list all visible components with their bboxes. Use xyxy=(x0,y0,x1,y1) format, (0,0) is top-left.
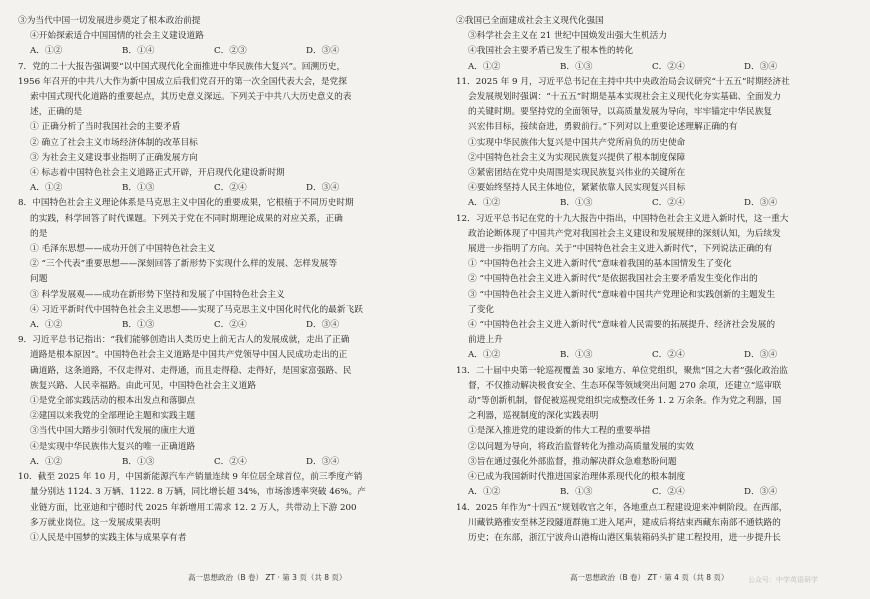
answer-option: D．③④ xyxy=(306,183,340,194)
question-text-line: ④已成为我国新时代推进国家治理体系现代化的根本制度 xyxy=(468,472,686,483)
question-text-line: 14．2025 年作为“十四五”规划收官之年，各地重点工程建设迎来冲刺阶段。在西部， xyxy=(456,502,788,513)
answer-option: B．①④ xyxy=(122,46,155,57)
question-text-line: ①是党全部实践活动的根本出发点和落脚点 xyxy=(30,396,196,407)
question-text-line: 索中国式现代化道路的重要起点，其历史意义深远。下列关于中共八大历史意义的表 xyxy=(30,92,352,103)
answer-option: B．①③ xyxy=(560,350,593,361)
left-page-footer: 高一思想政治（B 卷） ZT · 第 3 页（共 8 页） xyxy=(188,573,347,582)
question-text-line: ④开始探索适合中国国情的社会主义建设道路 xyxy=(30,31,204,42)
right-page-column xyxy=(456,14,858,546)
question-block xyxy=(456,14,858,60)
question-text-line: 确道路，这条道路，不仅走得对、走得通，而且走得稳、走得好，是国家富强路、民 xyxy=(30,365,352,376)
question-text-line: 11．2025 年 9 月，习近平总书记在主持中共中央政治局会议研究“十五五”时期经济社 xyxy=(456,76,790,87)
question-text-line: ④ “中国特色社会主义进入新时代”意味着人民需要的拓展提升、经济社会发展的 xyxy=(468,320,776,331)
question-text-line: ③为当代中国一切发展进步奠定了根本政治前提 xyxy=(18,16,201,26)
question-text-line: ③当代中国大踏步引领时代发展的康庄大道 xyxy=(30,426,196,437)
question-text-line: 9．习近平总书记指出：“我们能够创造出人类历史上前无古人的发展成就，走出了正确 xyxy=(18,335,350,346)
question-text-line: 10．截至 2025 年 10 月，中国新能源汽车产销量连续 9 年位居全球首位，前三季度产销 xyxy=(18,472,363,483)
question-text-line: ①人民是中国梦的实践主体与成果享有者 xyxy=(30,532,187,543)
question-text-line: ②我国已全面建成社会主义现代化强国 xyxy=(456,16,604,26)
answer-option: C．②④ xyxy=(652,487,685,498)
question-text-line: 的实践，科学回答了时代课题。下列关于党在不同时期理论成果的对应关系，正确 xyxy=(30,213,343,224)
question-text-line: ④要始终坚持人民主体地位，紧紧依靠人民实现复兴目标 xyxy=(468,183,686,194)
question-text-line: 历史；在东部，浙江宁波舟山港梅山港区集装箱码头扩建工程投用，进一步提升长 xyxy=(468,532,781,543)
question-text-line: 兴宏伟目标，接续奋进，勇毅前行。”下列对以上重要论述理解正确的有 xyxy=(468,122,738,133)
question-text-line: 政治论断体现了中国共产党对我国社会主义建设和发展规律的深刻认知，为后续发 xyxy=(468,228,781,239)
question-text-line: 的关键时期。要坚持党的全面领导，以高质量发展为导向，牢牢锚定中华民族复 xyxy=(468,107,773,118)
answer-option: C．②④ xyxy=(652,61,685,72)
question-text-line: ② 确立了社会主义市场经济体制的改革目标 xyxy=(30,137,198,148)
question-text-line: 12．习近平总书记在党的十九大报告中指出，中国特色社会主义进入新时代，这一重大 xyxy=(456,213,789,224)
question-text-line: 量分别达 1124. 3 万辆、1122. 8 万辆，同比增长超 34%，市场渗透率突破 46%。产 xyxy=(30,487,366,498)
answer-options xyxy=(18,181,420,196)
question-text-line: 督，不仅推动解决极食安全、生态环保等领域突出问题 270 余项，还建立“巡审联 xyxy=(468,380,782,391)
answer-option: B．①③ xyxy=(122,456,155,467)
question-text-line: 之利器，巡视制度的深化实践表明 xyxy=(468,411,599,422)
answer-option: D．③④ xyxy=(744,487,778,498)
question-text-line: ③ “中国特色社会主义进入新时代”意味着中国共产党理论和实践创新的主题发生 xyxy=(468,289,776,300)
answer-option: B．①③ xyxy=(560,487,593,498)
question-block xyxy=(18,333,420,455)
question-text-line: ②以问题为导向，将政治监督转化为推动高质量发展的实效 xyxy=(468,441,694,452)
question-block xyxy=(456,364,858,486)
question-block xyxy=(18,470,420,546)
question-text-line: ① 正确分析了当时我国社会的主要矛盾 xyxy=(30,122,181,133)
question-text-line: 7．党的二十大报告强调要“以中国式现代化全面推进中华民族伟大复兴”。回溯历史， xyxy=(18,61,346,72)
answer-options xyxy=(18,44,420,59)
page-gutter xyxy=(435,10,436,570)
question-text-line: 了变化 xyxy=(468,304,495,315)
answer-option: D．③④ xyxy=(306,46,340,57)
answer-option: C．②③ xyxy=(214,46,247,57)
answer-option: A．①② xyxy=(468,198,501,209)
left-page-column xyxy=(18,14,420,546)
question-block xyxy=(18,14,420,44)
question-text-line: 会发展规划时强调：“十五五”时期是基本实现社会主义现代化夯实基础、全面发力 xyxy=(468,92,781,103)
question-text-line: ④我国社会主要矛盾已发生了根本性的转化 xyxy=(468,46,634,57)
question-text-line: 的是 xyxy=(30,228,48,239)
answer-option: B．①③ xyxy=(122,320,155,331)
answer-option: C．②④ xyxy=(652,350,685,361)
answer-option: D．③④ xyxy=(744,350,778,361)
question-text-line: ③ 科学发展观——成功在新形势下坚持和发展了中国特色社会主义 xyxy=(30,289,285,300)
answer-option: D．③④ xyxy=(306,320,340,331)
question-text-line: ①实现中华民族伟大复兴是中国共产党所肩负的历史使命 xyxy=(468,137,686,148)
answer-option: B．①③ xyxy=(560,198,593,209)
answer-option: D．③④ xyxy=(306,456,340,467)
answer-options xyxy=(18,455,420,470)
question-text-line: ③ 为社会主义建设事业指明了正确发展方向 xyxy=(30,152,198,163)
answer-option: A．①② xyxy=(30,320,63,331)
answer-option: D．③④ xyxy=(744,61,778,72)
question-text-line: ④ 习近平新时代中国特色社会主义思想——实现了马克思主义中国化时代化的最新飞跃 xyxy=(30,304,363,315)
question-text-line: ② “中国特色社会主义进入新时代”是依据我国社会主要矛盾发生变化作出的 xyxy=(468,274,758,285)
watermark-text: 公众号：中学英语研学 xyxy=(748,576,818,584)
answer-option: C．②④ xyxy=(652,198,685,209)
answer-option: C．②④ xyxy=(214,456,247,467)
question-text-line: 8．中国特色社会主义理论体系是马克思主义中国化的重要成果，它根植于不同历史时期 xyxy=(18,198,354,209)
answer-option: A．①② xyxy=(468,350,501,361)
question-text-line: 动”等创新机制，督促被巡视党组织完成整改任务 1. 2 万余条。作为党之利器，国 xyxy=(468,396,782,407)
answer-options xyxy=(456,60,858,75)
question-text-line: 13．二十届中央第一轮巡视覆盖 30 家地方、单位党组织，聚焦“国之大者”强化政治监 xyxy=(456,365,788,376)
question-text-line: 川藏铁路雅安至林芝段隧道群施工进入尾声，建成后将结束西藏东南部不通铁路的 xyxy=(468,517,781,528)
answer-option: A．①② xyxy=(468,487,501,498)
question-text-line: 业链方面，比亚迪和宁德时代 2025 年新增用工需求 12. 2 万人，共带动上下游 200 xyxy=(30,502,357,513)
answer-option: A．①② xyxy=(468,61,501,72)
question-block xyxy=(456,75,858,197)
question-text-line: 多万就业岗位。这一发展成果表明 xyxy=(30,517,161,528)
question-block xyxy=(18,196,420,318)
question-block xyxy=(18,60,420,182)
question-text-line: ② “三个代表”重要思想——深刻回答了新形势下实现什么样的发展、怎样发展等 xyxy=(30,259,338,270)
question-text-line: ① 毛泽东思想——成功开创了中国特色社会主义 xyxy=(30,244,216,255)
question-text-line: 问题 xyxy=(30,274,48,285)
question-text-line: ① “中国特色社会主义进入新时代”意味着我国的基本国情发生了变化 xyxy=(468,259,732,270)
question-text-line: 族复兴路、人民幸福路。由此可见，中国特色社会主义道路 xyxy=(30,380,256,391)
question-text-line: 展进一步指明了方向。关于“中国特色社会主义进入新时代”，下列说法正确的有 xyxy=(468,244,773,255)
answer-option: B．①③ xyxy=(122,183,155,194)
answer-option: A．①② xyxy=(30,456,63,467)
answer-options xyxy=(456,348,858,363)
question-text-line: 述，正确的是 xyxy=(30,107,83,118)
question-text-line: ④是实现中华民族伟大复兴的唯一正确道路 xyxy=(30,441,196,452)
answer-options xyxy=(456,485,858,500)
question-text-line: ④ 标志着中国特色社会主义道路正式开辟，开启现代化建设新时期 xyxy=(30,168,285,179)
answer-options xyxy=(18,318,420,333)
question-block xyxy=(456,501,858,547)
question-text-line: ③旨在通过强化外部监督，推动解决群众急难愁盼问题 xyxy=(468,456,677,467)
question-block xyxy=(456,212,858,349)
question-text-line: ①是深入推进党的建设新的伟大工程的重要举措 xyxy=(468,426,651,437)
answer-option: A．①② xyxy=(30,183,63,194)
question-text-line: ③科学社会主义在 21 世纪中国焕发出强大生机活力 xyxy=(468,31,668,42)
question-text-line: ②建国以来我党的全部理论主题和实践主题 xyxy=(30,411,196,422)
question-text-line: 1956 年召开的中共八大作为新中国成立后我们党召开的第一次全国代表大会，是党探 xyxy=(18,76,347,87)
answer-option: D．③④ xyxy=(744,198,778,209)
question-text-line: ③紧密团结在党中央周围是实现民族复兴伟业的关键所在 xyxy=(468,168,686,179)
question-text-line: 前进上升 xyxy=(468,335,503,346)
question-text-line: 道路是根本原因”。中国特色社会主义道路是中国共产党领导中国人民成功走出的正 xyxy=(30,350,348,361)
answer-options xyxy=(456,196,858,211)
answer-option: C．②④ xyxy=(214,320,247,331)
answer-option: C．②④ xyxy=(214,183,247,194)
answer-option: B．①③ xyxy=(560,61,593,72)
right-page-footer: 高一思想政治（B 卷） ZT · 第 4 页（共 8 页） xyxy=(570,573,729,582)
answer-option: A．①② xyxy=(30,46,63,57)
question-text-line: ②中国特色社会主义为实现民族复兴提供了根本制度保障 xyxy=(468,152,686,163)
